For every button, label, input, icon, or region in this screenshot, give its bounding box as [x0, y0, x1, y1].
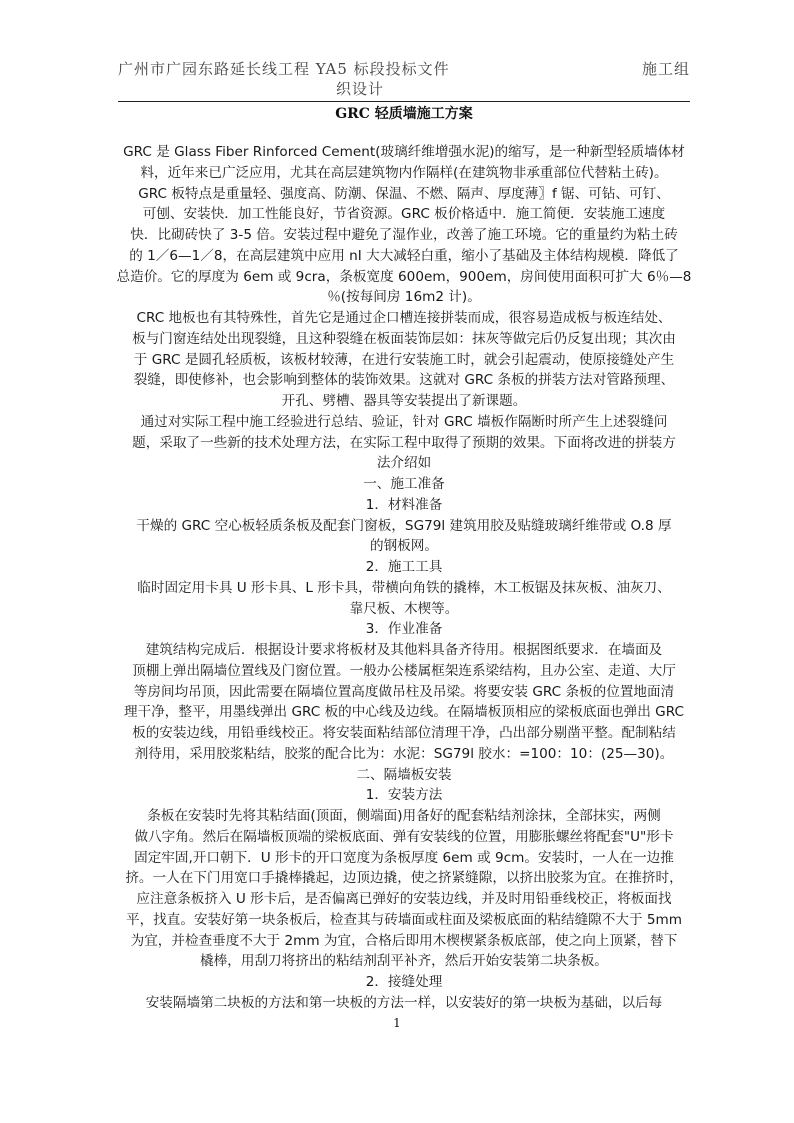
document-title: GRC 轻质墙施工方案 — [335, 106, 473, 122]
text-line: 固定牢固,开口朝下．U 形卡的开口宽度为条板厚度 6em 或 9cm。安装时，一人在一边推 — [134, 849, 674, 866]
text-line: 可刨、安装快．加工性能良好，节省资源。GRC 板价格适中．施工简便．安装施工速度 — [142, 206, 666, 223]
document-body — [112, 142, 696, 1014]
text-line: GRC 是 Glass Fiber Rinforced Cement(玻璃纤维增强水泥)的缩写，是一种新型轻质墙体材 — [123, 144, 685, 160]
text-line: 裂缝，即使修补，也会影响到整体的装饰效果。这就对 GRC 条板的拼装方法对管路预理、 — [133, 372, 675, 389]
text-line: 条板在安装时先将其粘结面(顶面，侧端面)用备好的配套粘结剂涂抹，全部抹实，两侧 — [147, 808, 661, 824]
subsection-heading: 1．安装方法 — [365, 787, 443, 804]
text-line: 开孔、劈槽、器具等安装提出了新课题。 — [281, 393, 527, 409]
text-line: 靠尺板、木楔等。 — [349, 600, 459, 617]
text-line: 板与门窗连结处出现裂缝，且这种裂缝在板面装饰层如：抹灰等做完后仍反复出现；其次由 — [132, 330, 676, 347]
text-line: 板的安装边线，用铅垂线校正。将安装面粘结部位清理干净，凸出部分剔凿平整。配制粘结 — [132, 725, 676, 741]
text-line: ％(按每间房 16m2 计)。 — [327, 289, 481, 306]
header-title-continuation: 织设计 — [336, 80, 385, 98]
text-line: 料，近年来已广泛应用，尤其在高层建筑物内作隔样(在建筑物非承重部位代替粘土砖)。 — [140, 164, 668, 181]
subsection-heading: 3．作业准备 — [365, 621, 443, 638]
text-line: 法介绍如 — [376, 455, 432, 472]
header-left-title: 广州市广园东路延长线工程 YA5 标段投标文件 — [118, 60, 450, 78]
text-line: 平，找直。安装好第一块条板后，检查其与砖墙面或柱面及梁板底面的粘结缝隙不大于 5mm — [125, 911, 682, 928]
text-line: 剂待用，采用胶浆粘结，胶浆的配合比为：水泥：SG79l 胶水：=100：10：(25—30)。 — [134, 745, 674, 762]
text-line: 干燥的 GRC 空心板轻质条板及配套门窗板，SG79l 建筑用胶及贴缝玻璃纤维带或 O.8 厚 — [136, 517, 672, 534]
subsection-heading: 2．施工工具 — [365, 559, 443, 575]
text-line: 建筑结构完成后．根据设计要求将板材及其他料具备齐待用。根据图纸要求．在墙面及 — [145, 642, 663, 658]
text-line: 临时固定用卡具 U 形卡具、L 形卡具，带横向角铁的撬棒，木工板锯及抹灰板、油灰刀、 — [137, 579, 671, 596]
text-line: GRC 板特点是重量轻、强度高、防潮、保温、不燃、隔声、厚度薄〗f 锯、可钻、可钉、 — [138, 185, 670, 202]
text-line: 的钢板网。 — [370, 538, 438, 555]
section-heading: 一、施工准备 — [363, 476, 445, 492]
text-line: 于 GRC 是圆孔轻质板，该板材较薄，在进行安装施工时，就会引起震动，使原接缝处产生 — [133, 351, 675, 368]
subsection-heading: 1．材料准备 — [365, 496, 443, 513]
text-line: 做八字角。然后在隔墙板顶端的梁板底面、弹有安装线的位置，用膨胀螺丝将配套"U"形卡 — [134, 828, 674, 845]
header-rule — [118, 101, 690, 102]
page-number: 1 — [393, 1016, 401, 1030]
text-line: 挤。一人在下门用宽口手撬棒撬起，边顶边撬，使之挤紧缝隙，以挤出胶浆为宜。在推挤时， — [125, 870, 683, 887]
text-line: 题，采取了一些新的技术处理方法，在实际工程中取得了预期的效果。下面将改进的拼装方 — [132, 434, 676, 451]
subsection-heading: 2．接缝处理 — [365, 974, 443, 990]
header-right-title: 施工组 — [641, 60, 690, 78]
text-line: 应注意条板挤入 U 形卡后，是否偏离已弹好的安装边线，并及时用铅垂线校正，将板面找 — [136, 891, 672, 907]
text-line: 顶棚上弹出隔墙位置线及门窗位置。一般办公楼属框架连系梁结构，且办公室、走道、大厅 — [132, 662, 676, 679]
text-line: 理干净，整平，用墨线弹出 GRC 板的中心线及边线。在隔墙板顶相应的梁板底面也弹出 GRC — [124, 704, 684, 721]
text-line: 通过对实际工程中施工经验进行总结、验证，针对 GRC 墙板作隔断时所产生上述裂缝问 — [140, 413, 668, 430]
text-line: 安装隔墙第二块板的方法和第一块板的方法一样，以安装好的第一块板为基础，以后每 — [145, 994, 663, 1011]
text-line: 总造价。它的厚度为 6em 或 9cra，条板宽度 600em，900em，房间使用面积可扩大 6％—8 — [116, 268, 692, 285]
section-heading: 二、隔墙板安装 — [356, 766, 452, 783]
text-line: 快．比砌砖快了 3-5 倍。安装过程中避免了湿作业，改善了施工环境。它的重量约为粘土砖 — [130, 227, 678, 243]
text-line: 等房间均吊顶，因此需要在隔墙位置高度做吊柱及吊梁。将要安装 GRC 条板的位置地面清 — [133, 683, 675, 700]
text-line: 的 1／6—1／8，在高层建筑中应用 nI 大大减轻白重，缩小了基础及主体结构规模．降低了 — [129, 247, 679, 264]
text-line: 为宜，并检查垂度不大于 2mm 为宜，合格后即用木楔楔紧条板底部，使之向上顶紧，替下 — [130, 932, 678, 949]
text-line: CRC 地板也有其特殊性，首先它是通过企口槽连接拼装而成，很容易造成板与板连结处、 — [136, 310, 672, 326]
text-line: 橇棒，用刮刀将挤出的粘结剂刮平补齐，然后开始安装第二块条板。 — [200, 953, 608, 970]
